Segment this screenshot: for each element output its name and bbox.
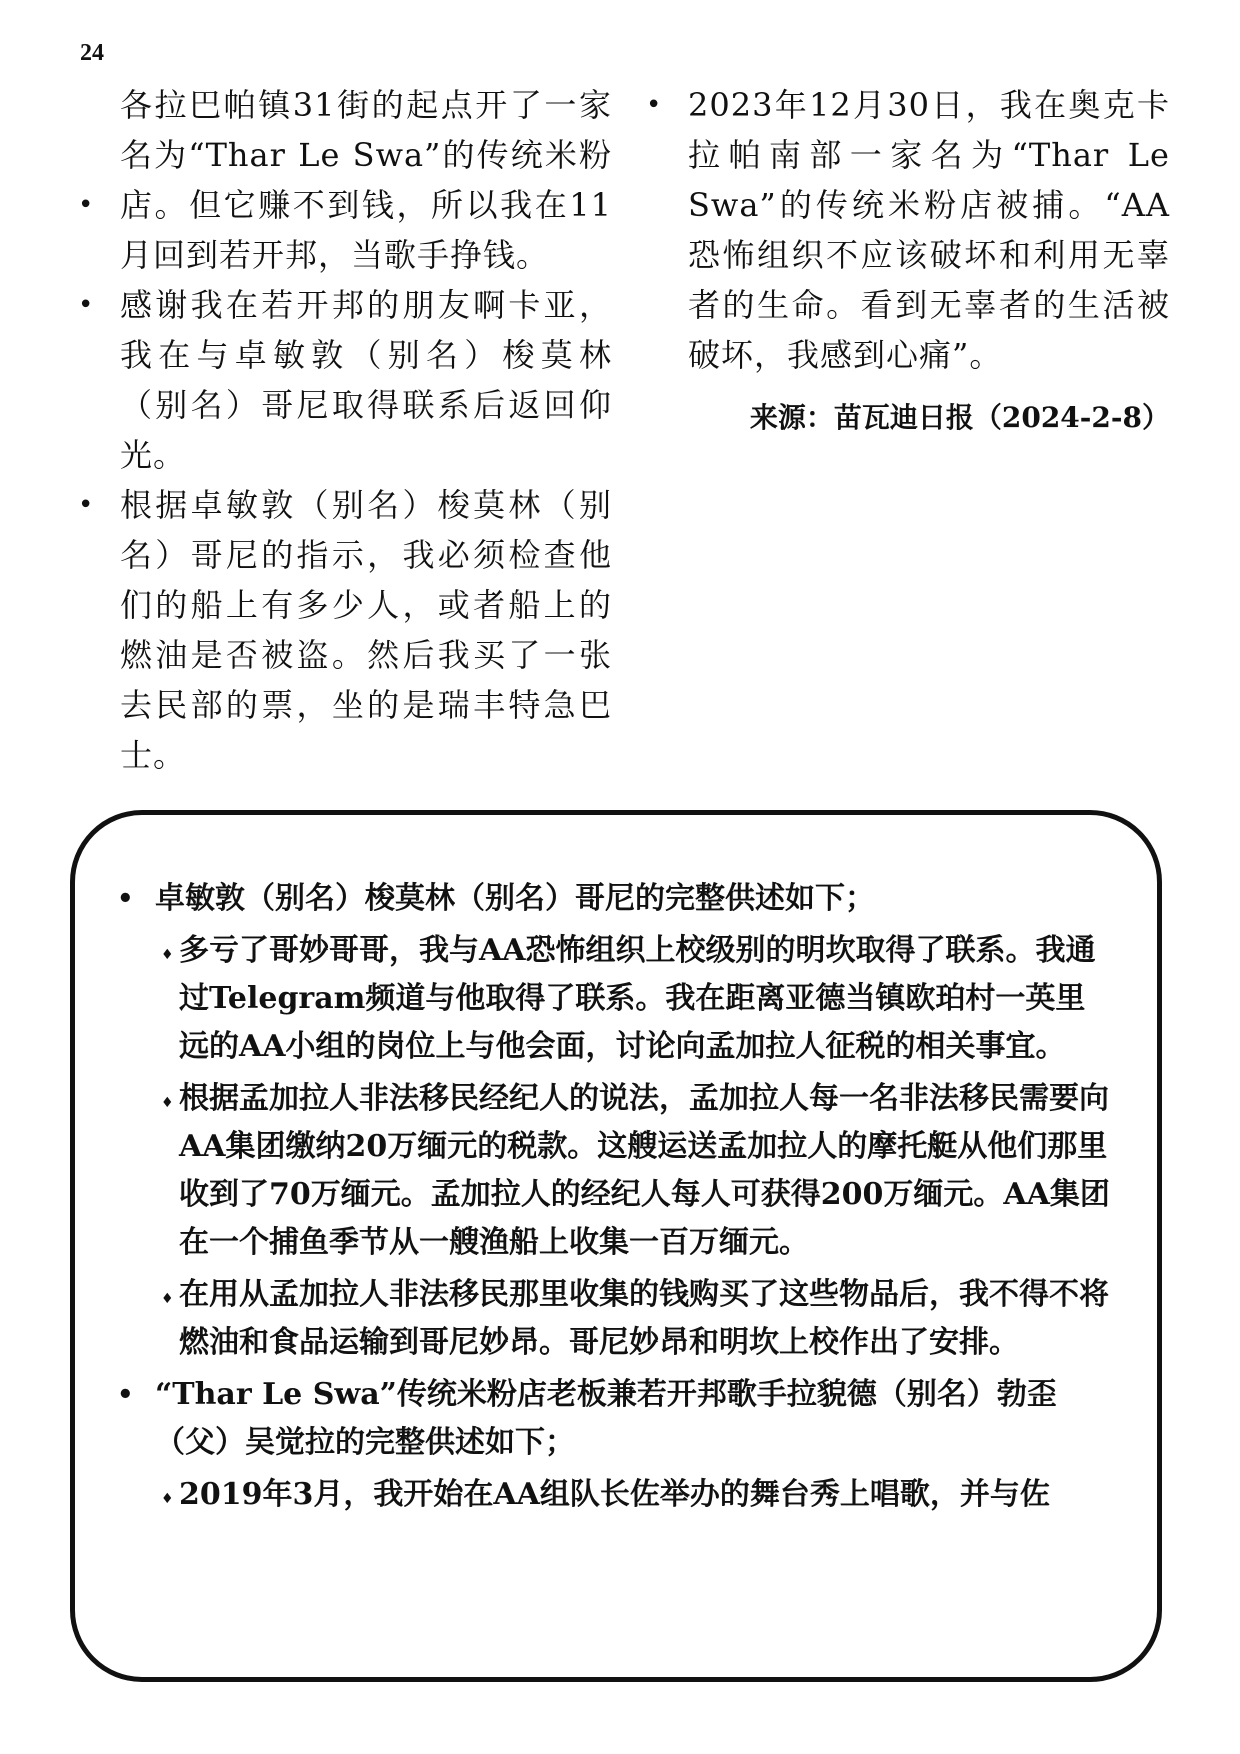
statement-heading-2: • “Thar Le Swa”传统米粉店老板兼若开邦歌手拉貌德（别名）勃歪（父）吴觉拉的完整供述如下；	[115, 1371, 1115, 1467]
statement-item: ♦ 2019年3月，我开始在AA组队长佐举办的舞台秀上唱歌，并与佐	[115, 1471, 1115, 1519]
source-citation: 来源：苗瓦迪日报（2024-2-8）	[749, 401, 1170, 434]
right-column	[640, 80, 1170, 440]
right-paragraph: • 2023年12月30日，我在奥克卡拉帕南部一家名为“Thar Le Swa”的传统米粉店被捕。“AA恐怖组织不应该破坏和利用无辜者的生命。看到无辜者的生活被破坏，我感到心痛”。	[640, 80, 1170, 380]
statement-box	[70, 810, 1162, 1682]
statement-heading-1: • 卓敏敦（别名）梭莫林（别名）哥尼的完整供述如下；	[115, 875, 1115, 923]
statement-item: ♦ 根据孟加拉人非法移民经纪人的说法，孟加拉人每一名非法移民需要向AA集团缴纳20万缅元的税款。这艘运送孟加拉人的摩托艇从他们那里收到了70万缅元。孟加拉人的经纪人每人可获得200万缅元。AA集团在一个捕鱼季节从一艘渔船上收集一百万缅元。	[115, 1075, 1115, 1267]
left-paragraph-2: • 感谢我在若开邦的朋友啊卡亚，我在与卓敏敦（别名）梭莫林（别名）哥尼取得联系后返回仰光。	[72, 280, 612, 480]
statement-item: ♦ 在用从孟加拉人非法移民那里收集的钱购买了这些物品后，我不得不将燃油和食品运输到哥尼妙昂。哥尼妙昂和明坎上校作出了安排。	[115, 1271, 1115, 1367]
left-column	[72, 80, 612, 780]
statement-box-content	[115, 875, 1115, 1523]
left-paragraph-1: • 各拉巴帕镇31街的起点开了一家名为“Thar Le Swa”的传统米粉店。但它赚不到钱，所以我在11月回到若开邦，当歌手挣钱。	[72, 80, 612, 280]
left-paragraph-3: • 根据卓敏敦（别名）梭莫林（别名）哥尼的指示，我必须检查他们的船上有多少人，或者船上的燃油是否被盗。然后我买了一张去民部的票，坐的是瑞丰特急巴士。	[72, 480, 612, 780]
page-number: 24	[80, 40, 104, 66]
statement-item: ♦ 多亏了哥妙哥哥，我与AA恐怖组织上校级别的明坎取得了联系。我通过Telegram频道与他取得了联系。我在距离亚德当镇欧珀村一英里远的AA小组的岗位上与他会面，讨论向孟加拉人征税的相关事宜。	[115, 927, 1115, 1071]
